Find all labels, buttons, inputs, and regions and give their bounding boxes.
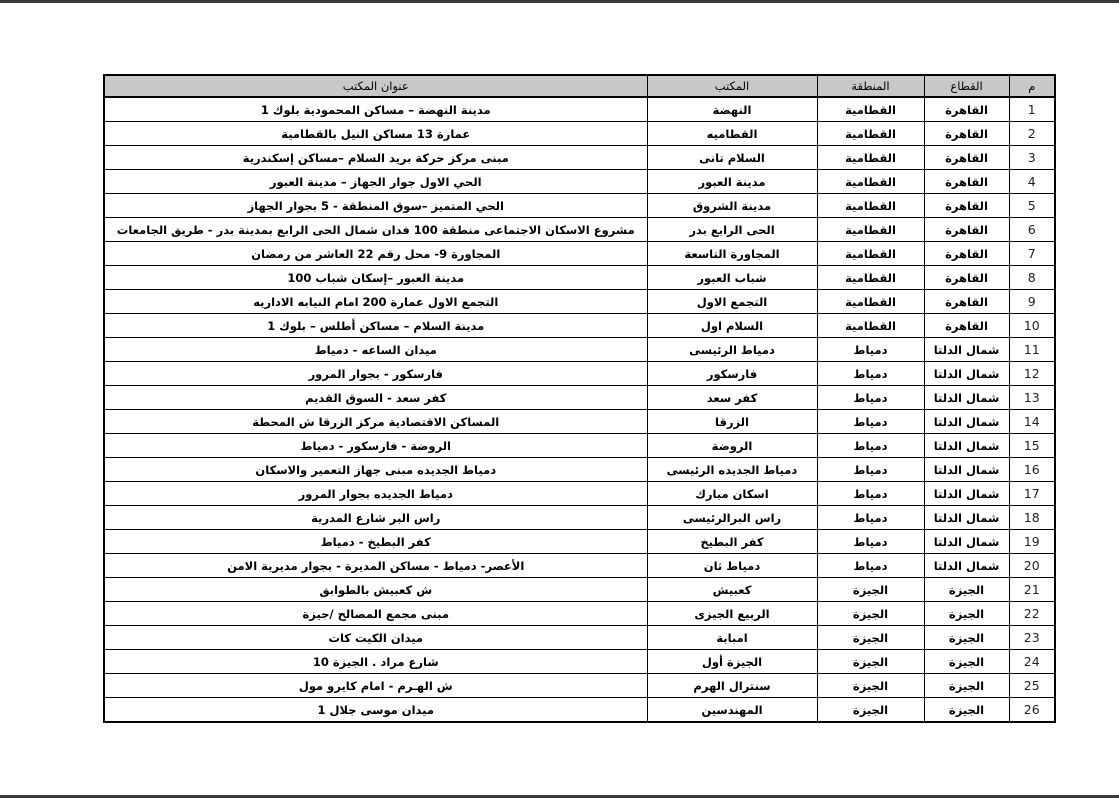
cell-region: القطامية <box>817 122 924 146</box>
table-row <box>104 146 1055 170</box>
cell-address: شارع مراد . الجيزة 10 <box>104 650 647 674</box>
cell-address: ميدان الساعه - دمياط <box>104 338 647 362</box>
cell-num: 16 <box>1009 458 1055 482</box>
cell-address: ش الهـرم - امام كايرو مول <box>104 674 647 698</box>
cell-office: دمياط الرئيسى <box>647 338 817 362</box>
cell-sector: شمال الدلتا <box>924 386 1009 410</box>
cell-region: دمياط <box>817 530 924 554</box>
cell-office: النهضة <box>647 97 817 122</box>
table-header-row <box>104 75 1055 97</box>
cell-region: الجيزة <box>817 626 924 650</box>
table-row <box>104 530 1055 554</box>
cell-address: كفر البطيخ - دمياط <box>104 530 647 554</box>
table-row <box>104 314 1055 338</box>
cell-region: الجيزة <box>817 578 924 602</box>
cell-region: دمياط <box>817 410 924 434</box>
table-row <box>104 338 1055 362</box>
cell-num: 13 <box>1009 386 1055 410</box>
cell-num: 26 <box>1009 698 1055 723</box>
cell-address: كفر سعد - السوق القديم <box>104 386 647 410</box>
table-row <box>104 266 1055 290</box>
cell-num: 11 <box>1009 338 1055 362</box>
cell-address: ش كعبيش بالطوابق <box>104 578 647 602</box>
cell-num: 10 <box>1009 314 1055 338</box>
cell-office: الروضة <box>647 434 817 458</box>
cell-address: مدينة النهضة – مساكن المحمودية بلوك 1 <box>104 97 647 122</box>
cell-region: القطامية <box>817 314 924 338</box>
cell-num: 24 <box>1009 650 1055 674</box>
header-region: المنطقة <box>817 75 924 97</box>
cell-sector: شمال الدلتا <box>924 434 1009 458</box>
cell-num: 23 <box>1009 626 1055 650</box>
cell-num: 5 <box>1009 194 1055 218</box>
cell-sector: القاهرة <box>924 97 1009 122</box>
cell-sector: القاهرة <box>924 314 1009 338</box>
table-row <box>104 170 1055 194</box>
cell-address: عمارة 13 مساكن النيل بالقطامية <box>104 122 647 146</box>
table-row <box>104 386 1055 410</box>
cell-office: المهندسين <box>647 698 817 723</box>
cell-address: مشروع الاسكان الاجتماعى منطقة 100 فدان شمال الحى الرابع بمدينة بدر - طريق الجامعات <box>104 218 647 242</box>
cell-region: دمياط <box>817 554 924 578</box>
cell-sector: شمال الدلتا <box>924 530 1009 554</box>
cell-address: الحي الاول جوار الجهاز – مدينة العبور <box>104 170 647 194</box>
table-row <box>104 458 1055 482</box>
table-row <box>104 554 1055 578</box>
cell-sector: الجيزة <box>924 674 1009 698</box>
cell-region: القطامية <box>817 242 924 266</box>
cell-office: الحى الرابع بدر <box>647 218 817 242</box>
cell-num: 21 <box>1009 578 1055 602</box>
cell-num: 14 <box>1009 410 1055 434</box>
table-row <box>104 290 1055 314</box>
cell-num: 17 <box>1009 482 1055 506</box>
cell-num: 1 <box>1009 97 1055 122</box>
cell-address: دمياط الجديده بجوار المرور <box>104 482 647 506</box>
cell-region: القطامية <box>817 194 924 218</box>
cell-office: كفر البطيخ <box>647 530 817 554</box>
cell-region: الجيزة <box>817 698 924 723</box>
cell-office: مدينة الشروق <box>647 194 817 218</box>
cell-sector: شمال الدلتا <box>924 554 1009 578</box>
table-row <box>104 194 1055 218</box>
cell-region: الجيزة <box>817 674 924 698</box>
cell-address: مبنى مجمع المصالح /جيزة <box>104 602 647 626</box>
cell-office: اسكان مبارك <box>647 482 817 506</box>
cell-office: التجمع الاول <box>647 290 817 314</box>
cell-num: 15 <box>1009 434 1055 458</box>
cell-region: القطامية <box>817 170 924 194</box>
cell-num: 2 <box>1009 122 1055 146</box>
cell-office: السلام تانى <box>647 146 817 170</box>
table-row <box>104 578 1055 602</box>
cell-num: 18 <box>1009 506 1055 530</box>
cell-num: 8 <box>1009 266 1055 290</box>
cell-sector: الجيزة <box>924 602 1009 626</box>
cell-num: 12 <box>1009 362 1055 386</box>
cell-office: المجاورة التاسعة <box>647 242 817 266</box>
table-row <box>104 218 1055 242</box>
cell-address: دمياط الجديده مبنى جهاز التعمير والاسكان <box>104 458 647 482</box>
offices-table <box>103 74 1056 723</box>
cell-region: القطامية <box>817 218 924 242</box>
cell-region: دمياط <box>817 506 924 530</box>
cell-region: دمياط <box>817 386 924 410</box>
table-row <box>104 626 1055 650</box>
cell-region: دمياط <box>817 362 924 386</box>
cell-num: 25 <box>1009 674 1055 698</box>
cell-num: 19 <box>1009 530 1055 554</box>
cell-sector: القاهرة <box>924 170 1009 194</box>
table-row <box>104 242 1055 266</box>
cell-address: فارسكور - بجوار المرور <box>104 362 647 386</box>
cell-sector: شمال الدلتا <box>924 482 1009 506</box>
cell-sector: القاهرة <box>924 146 1009 170</box>
cell-office: الزرقا <box>647 410 817 434</box>
cell-office: فارسكور <box>647 362 817 386</box>
cell-num: 22 <box>1009 602 1055 626</box>
cell-region: الجيزة <box>817 602 924 626</box>
cell-sector: شمال الدلتا <box>924 362 1009 386</box>
cell-office: الربيع الجيزى <box>647 602 817 626</box>
cell-office: دمياط ثان <box>647 554 817 578</box>
cell-region: دمياط <box>817 434 924 458</box>
cell-office: كعبيش <box>647 578 817 602</box>
table-row <box>104 122 1055 146</box>
top-rule <box>0 0 1119 3</box>
cell-sector: القاهرة <box>924 242 1009 266</box>
cell-address: ميدان موسى جلال 1 <box>104 698 647 723</box>
cell-address: التجمع الاول عمارة 200 امام النيابه الاداريه <box>104 290 647 314</box>
cell-num: 9 <box>1009 290 1055 314</box>
cell-sector: القاهرة <box>924 122 1009 146</box>
cell-office: شباب العبور <box>647 266 817 290</box>
cell-sector: القاهرة <box>924 218 1009 242</box>
cell-address: مبنى مركز حركة بريد السلام –مساكن إسكندرية <box>104 146 647 170</box>
cell-num: 4 <box>1009 170 1055 194</box>
cell-address: ميدان الكيت كات <box>104 626 647 650</box>
table-row <box>104 506 1055 530</box>
table-row <box>104 602 1055 626</box>
cell-region: القطامية <box>817 97 924 122</box>
header-sector: القطاع <box>924 75 1009 97</box>
cell-office: دمياط الجديده الرئيسى <box>647 458 817 482</box>
cell-sector: القاهرة <box>924 266 1009 290</box>
table-row <box>104 410 1055 434</box>
cell-office: القطاميه <box>647 122 817 146</box>
cell-sector: القاهرة <box>924 194 1009 218</box>
table-body <box>104 97 1055 722</box>
table-row <box>104 362 1055 386</box>
cell-num: 3 <box>1009 146 1055 170</box>
cell-sector: شمال الدلتا <box>924 458 1009 482</box>
cell-region: القطامية <box>817 146 924 170</box>
cell-office: راس البرالرئيسى <box>647 506 817 530</box>
cell-region: القطامية <box>817 266 924 290</box>
cell-sector: الجيزة <box>924 698 1009 723</box>
table-row <box>104 482 1055 506</box>
cell-address: الحي المتميز –سوق المنطقة - 5 بجوار الجهاز <box>104 194 647 218</box>
table-row <box>104 698 1055 723</box>
table-row <box>104 674 1055 698</box>
cell-address: مدينة العبور –إسكان شباب 100 <box>104 266 647 290</box>
cell-sector: شمال الدلتا <box>924 506 1009 530</box>
cell-region: القطامية <box>817 290 924 314</box>
table-row <box>104 97 1055 122</box>
cell-office: كفر سعد <box>647 386 817 410</box>
cell-num: 20 <box>1009 554 1055 578</box>
cell-address: المساكن الاقتصادية مركز الزرقا ش المحطة <box>104 410 647 434</box>
cell-address: الروضة - فارسكور - دمياط <box>104 434 647 458</box>
header-office: المكتب <box>647 75 817 97</box>
cell-sector: الجيزة <box>924 578 1009 602</box>
cell-address: الأعصر- دمياط - مساكن المديرة - بجوار مديرية الامن <box>104 554 647 578</box>
header-address: عنوان المكتب <box>104 75 647 97</box>
cell-num: 6 <box>1009 218 1055 242</box>
cell-office: السلام اول <box>647 314 817 338</box>
table-row <box>104 434 1055 458</box>
header-num: م <box>1009 75 1055 97</box>
cell-office: مدينة العبور <box>647 170 817 194</box>
cell-region: دمياط <box>817 338 924 362</box>
cell-office: الجيزة أول <box>647 650 817 674</box>
cell-num: 7 <box>1009 242 1055 266</box>
cell-sector: شمال الدلتا <box>924 410 1009 434</box>
cell-sector: القاهرة <box>924 290 1009 314</box>
cell-address: مدينة السلام – مساكن أطلس – بلوك 1 <box>104 314 647 338</box>
cell-address: المجاورة 9- محل رقم 22 العاشر من رمضان <box>104 242 647 266</box>
cell-sector: الجيزة <box>924 626 1009 650</box>
cell-region: دمياط <box>817 458 924 482</box>
cell-sector: الجيزة <box>924 650 1009 674</box>
cell-office: امبابة <box>647 626 817 650</box>
cell-address: راس البر شارع المدرية <box>104 506 647 530</box>
cell-office: سنترال الهرم <box>647 674 817 698</box>
cell-region: دمياط <box>817 482 924 506</box>
cell-sector: شمال الدلتا <box>924 338 1009 362</box>
cell-region: الجيزة <box>817 650 924 674</box>
table-row <box>104 650 1055 674</box>
